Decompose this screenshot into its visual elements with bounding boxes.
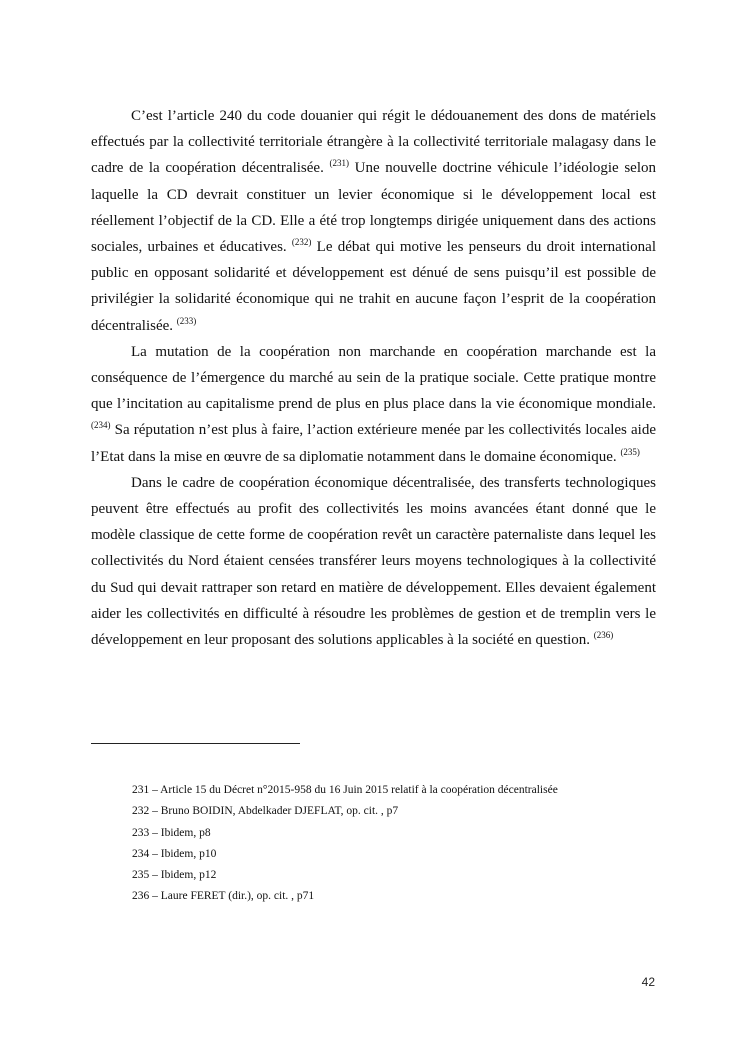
paragraph-text: Dans le cadre de coopération économique décentralisée, des transferts technologiques peuvent être effectués au profit des collectivités les moins avancées étant donné que le modèle classique de cette forme de coopération revêt un caractère paternaliste dans lequel les collectivités du Nord étaient censées transférer leurs moyens technologiques à la collectivité du Sud qui devait rattraper son retard en matière de développement. Elles devaient également aider les collectivités en difficulté à résoudre les problèmes de gestion et de tremplin vers le développement en leur proposant des solutions applicables à la société en question. — [91, 474, 656, 649]
footnote-separator — [91, 743, 300, 744]
footnote-ref-234[interactable]: (234) — [91, 420, 111, 431]
footnote-ref-233[interactable]: (233) — [176, 315, 197, 326]
paragraph — [91, 103, 656, 339]
footnote-ref-236[interactable]: (236) — [593, 630, 614, 641]
paragraph — [91, 470, 656, 653]
footnote-ref-231[interactable]: (231) — [329, 158, 349, 169]
footnote-ref-232[interactable]: (232) — [291, 237, 312, 248]
footnotes — [132, 780, 672, 908]
footnote-234: 234 – Ibidem, p10 — [132, 847, 217, 860]
page-number: 42 — [641, 975, 655, 989]
footnote-233: 233 – Ibidem, p8 — [132, 826, 211, 839]
footnote-236: 236 – Laure FERET (dir.), op. cit. , p71 — [132, 890, 315, 903]
paragraph — [91, 339, 656, 470]
body-text — [91, 103, 656, 653]
footnote-ref-235[interactable]: (235) — [620, 446, 640, 457]
paragraph-text: La mutation de la coopération non marchande en coopération marchande est la conséquence de l’émergence du marché au sein de la pratique sociale. Cette pratique montre que l’incitation au capitalisme prend de plus en plus place dans la vie économique mondiale. — [91, 343, 656, 413]
paragraph-text: Sa réputation n’est plus à faire, l’action extérieure menée par les collectivités locales aide l’Etat dans la mise en œuvre de sa diplomatie notamment dans le domaine économique. — [91, 422, 657, 465]
paragraph-text: Une nouvelle doctrine véhicule l’idéologie selon laquelle la CD devrait constituer un levier économique si le développement local est réellement l’objectif de la CD. Elle a été trop longtemps dirigée uniquement dans des actions sociales, urbaines et éducatives. — [91, 160, 657, 256]
footnote-232: 232 – Bruno BOIDIN, Abdelkader DJEFLAT, op. cit. , p7 — [132, 805, 399, 818]
footnote-235: 235 – Ibidem, p12 — [132, 869, 217, 882]
paragraph-text: C’est l’article 240 du code douanier qui régit le dédouanement des dons de matériels effectués par la collectivité territoriale étrangère à la collectivité territoriale malagasy dans le cadre de la coopération décentralisée. — [91, 108, 656, 177]
footnote-231: 231 – Article 15 du Décret n°2015-958 du 16 Juin 2015 relatif à la coopération décentralisée — [132, 784, 558, 796]
paragraph-text: Le débat qui motive les penseurs du droit international public en opposant solidarité et développement est dénué de sens puisqu’il est possible de privilégier la solidarité économique qui ne trahit en aucune façon l’esprit de la coopération décentralisée. — [91, 239, 657, 334]
